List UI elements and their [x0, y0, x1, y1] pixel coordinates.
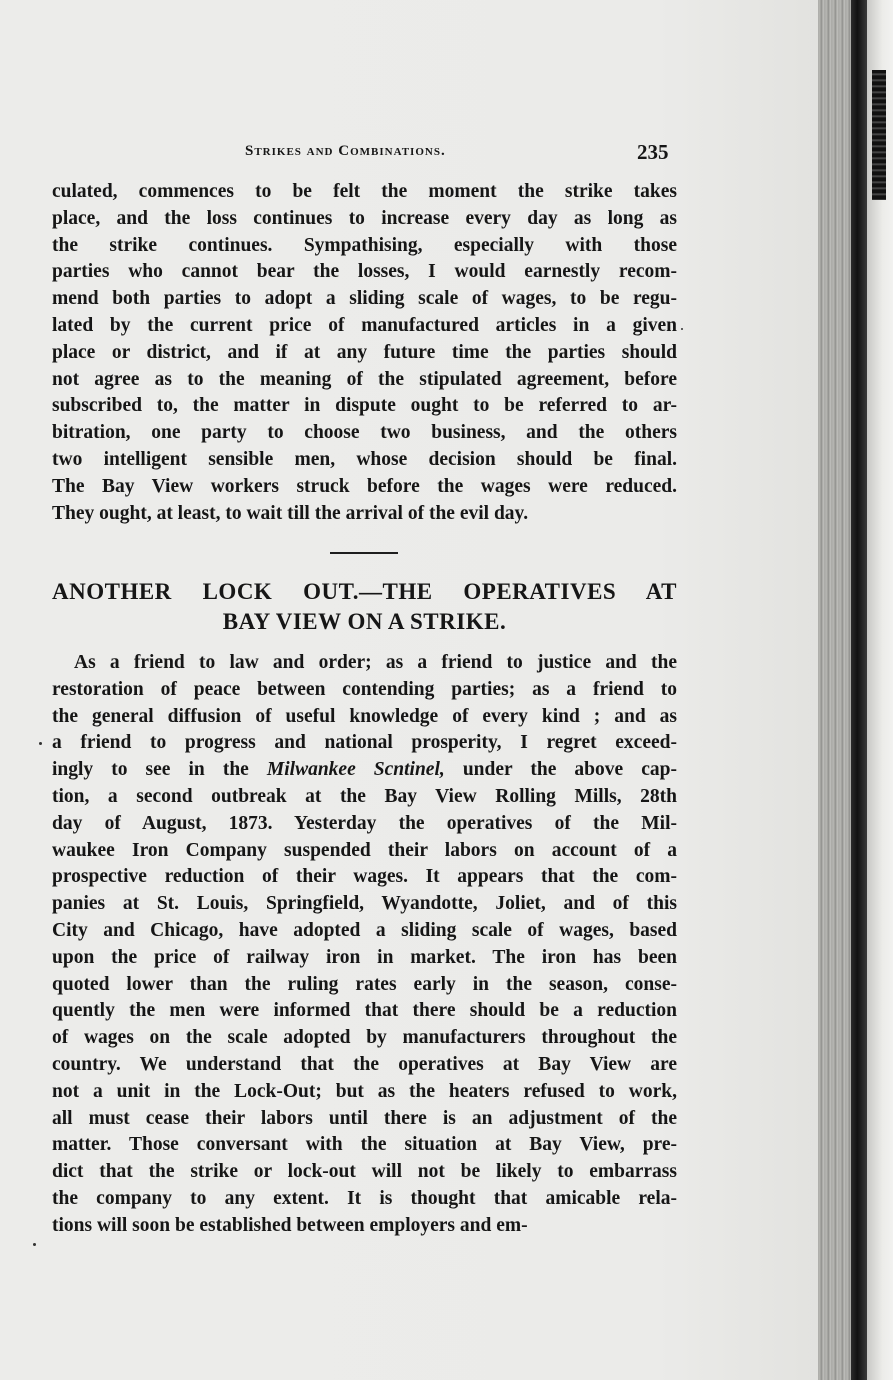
text-line: subscribed to, the matter in dispute ought to be referred to ar- [52, 395, 677, 417]
page-number: 235 [637, 140, 669, 164]
text-line: quoted lower than the ruling rates early in the season, conse- [52, 973, 677, 995]
text-line: prospective reduction of their wages. It appears that the com- [52, 866, 677, 888]
section-heading-line1: ANOTHER LOCK OUT.—THE OPERATIVES AT [52, 579, 677, 604]
text-line: country. We understand that the operatives at Bay View are [52, 1053, 677, 1075]
text-line: panies at St. Louis, Springfield, Wyandotte, Joliet, and of this [52, 893, 677, 915]
text-line: place, and the loss continues to increase every day as long as [52, 207, 677, 229]
text-line: mend both parties to adopt a sliding scale of wages, to be regu- [52, 288, 677, 310]
text-fragment: ingly to see in the [52, 759, 267, 781]
text-line: dict that the strike or lock-out will not be likely to embarrass [52, 1161, 677, 1183]
paragraph-body [52, 650, 677, 1240]
ink-speck [681, 328, 683, 330]
text-line: They ought, at least, to wait till the arrival of the evil day. [52, 502, 529, 524]
paragraph-continued [52, 179, 677, 527]
text-line: The Bay View workers struck before the wages were reduced. [52, 475, 677, 497]
text-line: a friend to progress and national prosperity, I regret exceed- [52, 732, 677, 754]
text-line: day of August, 1873. Yesterday the operatives of the Mil- [52, 812, 677, 834]
spine-shadow [851, 0, 867, 1380]
ink-speck [33, 1243, 36, 1246]
text-line: not agree as to the meaning of the stipulated agreement, before [52, 368, 677, 390]
section-heading [52, 577, 677, 637]
text-line: lated by the current price of manufactured articles in a given [52, 314, 677, 336]
text-line: City and Chicago, have adopted a sliding scale of wages, based [52, 919, 677, 941]
page-edge [867, 0, 893, 1380]
newspaper-title: Milwankee Scntinel, [266, 759, 445, 781]
section-divider [330, 552, 398, 554]
text-line: restoration of peace between contending parties; as a friend to [52, 678, 677, 700]
running-head-title: Strikes and Combinations. [245, 143, 446, 159]
text-line: parties who cannot bear the losses, I would earnestly recom- [52, 261, 677, 283]
section-heading-line2: BAY VIEW ON A STRIKE. [222, 609, 507, 634]
text-line: of wages on the scale adopted by manufacturers throughout the [52, 1027, 677, 1049]
text-line: the strike continues. Sympathising, especially with those [52, 234, 677, 256]
text-line: tions will soon be established between employers and em- [52, 1214, 528, 1236]
text-line: the general diffusion of useful knowledge of every kind ; and as [52, 705, 677, 727]
text-line: the company to any extent. It is thought that amicable rela- [52, 1187, 677, 1209]
text-line: bitration, one party to choose two business, and the others [52, 422, 677, 444]
text-fragment: under the above cap- [444, 759, 677, 781]
ink-speck [39, 742, 42, 745]
edge-marking [872, 70, 886, 200]
text-line: As a friend to law and order; as a friend to justice and the [74, 652, 677, 673]
text-line: place or district, and if at any future time the parties should [52, 341, 677, 363]
text-line: upon the price of railway iron in market. The iron has been [52, 946, 677, 968]
text-line: waukee Iron Company suspended their labors on account of a [52, 839, 677, 861]
text-line: all must cease their labors until there is an adjustment of the [52, 1107, 677, 1129]
text-line: two intelligent sensible men, whose decision should be final. [52, 448, 677, 470]
text-line: not a unit in the Lock-Out; but as the heaters refused to work, [52, 1080, 677, 1102]
text-line-with-citation [52, 757, 677, 784]
text-line: tion, a second outbreak at the Bay View Rolling Mills, 28th [52, 785, 677, 807]
text-line: quently the men were informed that there should be a reduction [52, 1000, 677, 1022]
text-line: matter. Those conversant with the situation at Bay View, pre- [52, 1134, 677, 1156]
text-line: culated, commences to be felt the moment the strike takes [52, 181, 677, 202]
running-head [0, 140, 822, 165]
